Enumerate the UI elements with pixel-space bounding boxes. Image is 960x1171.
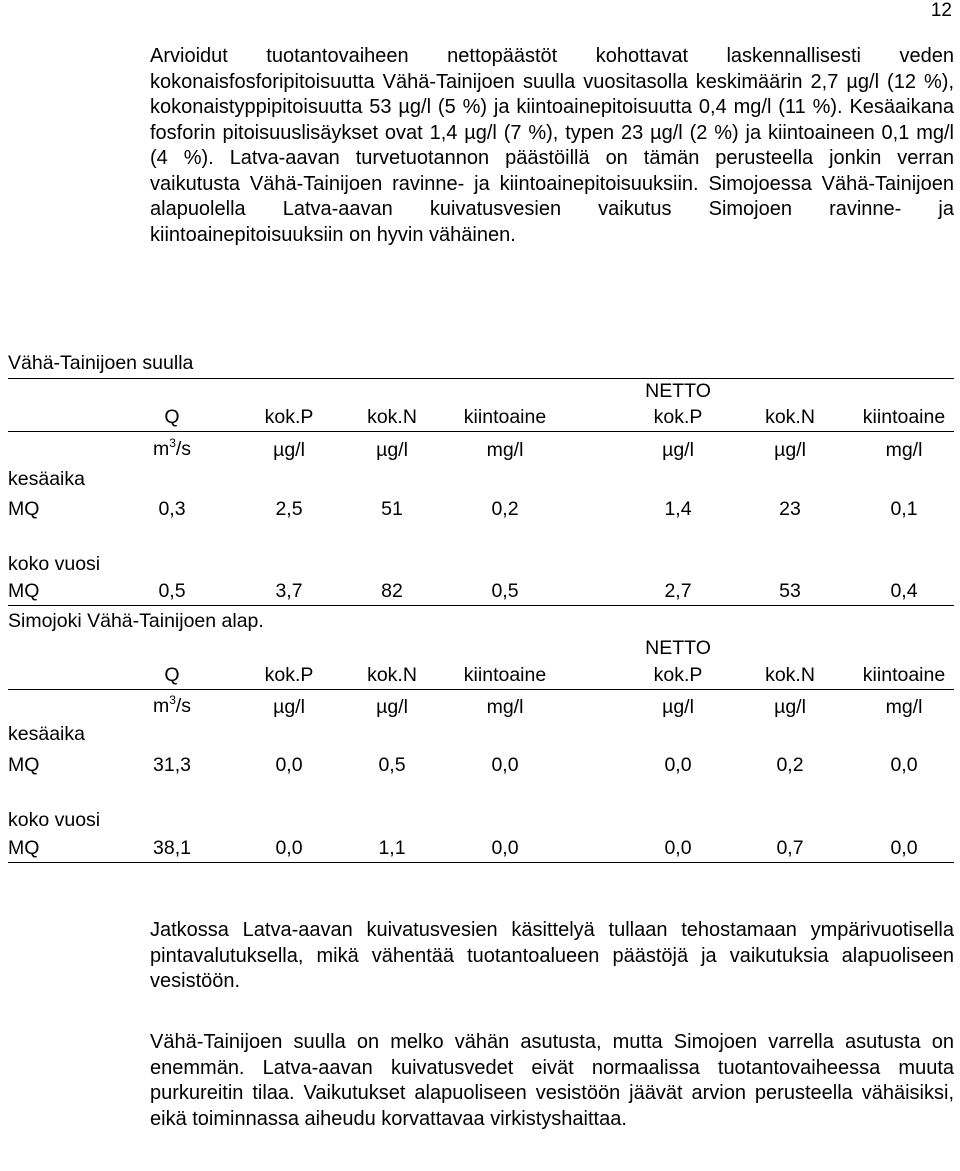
unit-cell: µg/l — [774, 696, 806, 718]
table-1-top-rule — [8, 378, 954, 379]
table-cell: 0,5 — [491, 580, 519, 602]
unit-cell: mg/l — [885, 696, 923, 718]
header-netto-kok-p: kok.P — [653, 664, 703, 686]
header-netto-kiintoaine: kiintoaine — [862, 664, 946, 686]
row-label: MQ — [8, 754, 40, 776]
unit-cell: µg/l — [376, 696, 408, 718]
table-cell: 0,0 — [664, 837, 692, 859]
table-cell: 0,4 — [890, 580, 918, 602]
table-cell: 0,0 — [275, 754, 303, 776]
header-netto-kiintoaine: kiintoaine — [862, 406, 946, 428]
table-cell: 3,7 — [275, 580, 303, 602]
table-2-title: Simojoki Vähä-Tainijoen alap. — [8, 610, 264, 632]
table-cell: 82 — [381, 580, 403, 602]
table-cell: 0,0 — [491, 754, 519, 776]
intro-paragraph: Arvioidut tuotantovaiheen nettopäästöt kohottavat laskennallisesti veden kokonaisfosforipitoisuutta Vähä-Tainijoen suulla vuositasolla keskimäärin 2,7 µg/l (12 %), kokonaistyppipitoisuutta 53 µg/l (5 %) ja kiintoainepitoisuutta 0,4 mg/l (11 %). Kesäaikana fosforin pitoisuuslisäykset ovat 1,4 µg/l (7 %), typen 23 µg/l (2 %) ja kiintoaineen 0,1 mg/l (4 %). Latva-aavan turvetuotannon päästöillä on tämän perusteella jonkin verran vaikutusta Vähä-Tainijoen ravinne- ja kiintoainepitoisuuksiin. Simojoessa Vähä-Tainijoen alapuolella Latva-aavan kuivatusvesien vaikutus Simojoen ravinne- ja kiintoainepitoisuuksiin on hyvin vähäinen. — [150, 45, 954, 246]
header-kok-p: kok.P — [264, 406, 314, 428]
header-kiintoaine: kiintoaine — [463, 664, 547, 686]
table-cell: 51 — [381, 498, 403, 520]
unit-q: $m^3/s$ — [152, 693, 192, 717]
table-cell: 23 — [779, 498, 801, 520]
section-label-kesaaika: kesäaika — [8, 723, 85, 745]
section-label-koko-vuosi: koko vuosi — [8, 809, 101, 831]
row-label: MQ — [8, 580, 40, 602]
table-2-header-rule — [8, 689, 954, 690]
header-q: Q — [164, 406, 180, 428]
unit-cell: mg/l — [486, 696, 524, 718]
paragraph-treatment: Jatkossa Latva-aavan kuivatusvesien käsittelyä tullaan tehostamaan ympärivuotisella pintavalutuksella, mikä vähentää tuotantoalueen päästöjä ja vaikutuksia alapuoliseen vesistöön. — [150, 919, 954, 992]
table-1-title: Vähä-Tainijoen suulla — [8, 352, 194, 374]
table-cell: 0,0 — [664, 754, 692, 776]
table-cell: 0,0 — [890, 837, 918, 859]
table-cell: 0,3 — [158, 498, 186, 520]
section-label-kesaaika: kesäaika — [8, 468, 85, 490]
unit-cell: mg/l — [885, 439, 923, 461]
table-cell: 31,3 — [153, 754, 191, 776]
header-netto-kok-n: kok.N — [765, 664, 815, 686]
unit-cell: µg/l — [273, 439, 305, 461]
table-1-bottom-rule — [8, 605, 954, 606]
header-netto-kok-p: kok.P — [653, 406, 703, 428]
unit-cell: mg/l — [486, 439, 524, 461]
header-netto-kok-n: kok.N — [765, 406, 815, 428]
table-cell: 1,4 — [664, 498, 692, 520]
unit-q: $m^3/s$ — [152, 436, 192, 460]
table-cell: 2,7 — [664, 580, 692, 602]
header-kok-n: kok.N — [367, 406, 417, 428]
table-cell: 0,2 — [491, 498, 519, 520]
table-cell: 0,7 — [776, 837, 804, 859]
page-number: 12 — [930, 0, 952, 21]
table-cell: 0,0 — [890, 754, 918, 776]
table-cell: 1,1 — [378, 837, 406, 859]
paragraph-settlement: Vähä-Tainijoen suulla on melko vähän asutusta, mutta Simojoen varrella asutusta on enemmän. Latva-aavan kuivatusvedet eivät normaalissa tuotantovaiheessa muuta purkureitin tilaa. Vaikutukset alapuoliseen vesistöön jäävät arvion perusteella vähäisiksi, eikä toiminnassa aiheudu korvattavaa virkistyshaittaa. — [150, 1031, 954, 1130]
table-2-bottom-rule — [8, 862, 954, 863]
table-cell: 0,2 — [776, 754, 804, 776]
table-cell: 0,0 — [491, 837, 519, 859]
unit-cell: µg/l — [662, 439, 694, 461]
unit-cell: µg/l — [774, 439, 806, 461]
netto-label: NETTO — [645, 637, 711, 659]
section-label-koko-vuosi: koko vuosi — [8, 553, 101, 575]
table-cell: 0,5 — [378, 754, 406, 776]
netto-label: NETTO — [645, 380, 711, 402]
unit-cell: µg/l — [273, 696, 305, 718]
table-1-header-rule — [8, 431, 954, 432]
table-cell: 0,1 — [890, 498, 918, 520]
header-q: Q — [164, 664, 180, 686]
table-cell: 53 — [779, 580, 801, 602]
unit-cell: µg/l — [662, 696, 694, 718]
header-kok-p: kok.P — [264, 664, 314, 686]
table-cell: 2,5 — [275, 498, 303, 520]
table-cell: 0,0 — [275, 837, 303, 859]
row-label: MQ — [8, 498, 40, 520]
unit-cell: µg/l — [376, 439, 408, 461]
header-kok-n: kok.N — [367, 664, 417, 686]
header-kiintoaine: kiintoaine — [463, 406, 547, 428]
table-cell: 38,1 — [153, 837, 191, 859]
table-cell: 0,5 — [158, 580, 186, 602]
row-label: MQ — [8, 837, 40, 859]
